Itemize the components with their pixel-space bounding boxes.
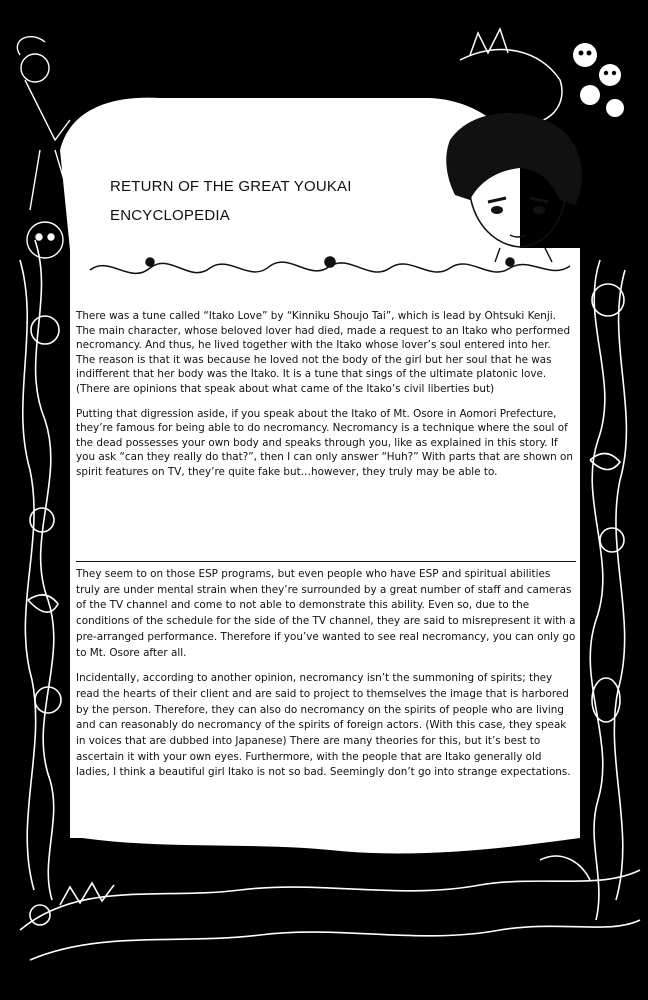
text-section-2 [76, 567, 576, 791]
text-section-1 [76, 309, 573, 490]
paragraph: There was a tune called “Itako Love” by “Kinniku Shoujo Tai”, which is lead by Ohtsuki Kenji. The main character, whose beloved lover had died, made a request to an Itako who performed necromancy. And thus, he lived together with the Itako whose lover’s soul entered into her. The reason is that it was because he loved not the body of the girl but her soul that he was indifferent that her body was the Itako. It is a tune that sings of the ultimate platonic love. (There are opinions that speak about what came of the Itako’s civil liberties but) [76, 310, 571, 395]
title-line-2: ENCYCLOPEDIA [110, 207, 230, 224]
section-divider [76, 561, 576, 562]
paragraph: Incidentally, according to another opinion, necromancy isn’t the summoning of spirits; they read the hearts of their client and are said to project to themselves the image that is harbored by the person. Therefore, they can also do necromancy on the spirits of people who are living and can reasonably do necromancy of the spirits of foreign actors. (With this case, they speak in voices that are dubbed into Japanese) There are many theories for this, but it’s best to ascertain it with your own eyes. Furthermore, with the people that are Itako generally old ladies, I think a beautiful girl Itako is not so bad. Seemingly don’t go into strange expectations. [76, 672, 571, 779]
paragraph: They seem to on those ESP programs, but even people who have ESP and spiritual abilities truly are under mental strain when they’re surrounded by a great number of staff and cameras of the TV channel and come to not able to demonstrate this ability. Even so, due to the conditions of the schedule for the side of the TV channel, they are said to misrepresent it with a pre-arranged performance. Therefore if you’ve wanted to see real necromancy, you can only go to Mt. Osore after all. [76, 568, 576, 659]
page-title [110, 172, 410, 230]
title-line-1: RETURN OF THE GREAT YOUKAI [110, 178, 352, 195]
paragraph: Putting that digression aside, if you speak about the Itako of Mt. Osore in Aomori Prefecture, they’re famous for being able to do necromancy. Necromancy is a technique where the soul of the dead possesses your own body and speaks through you, like as explained in this story. If you ask “can they really do that?”, then I can only answer “Huh?” With parts that are shown on spirit features on TV, they’re quite fake but…however, they truly may be able to. [76, 407, 573, 478]
